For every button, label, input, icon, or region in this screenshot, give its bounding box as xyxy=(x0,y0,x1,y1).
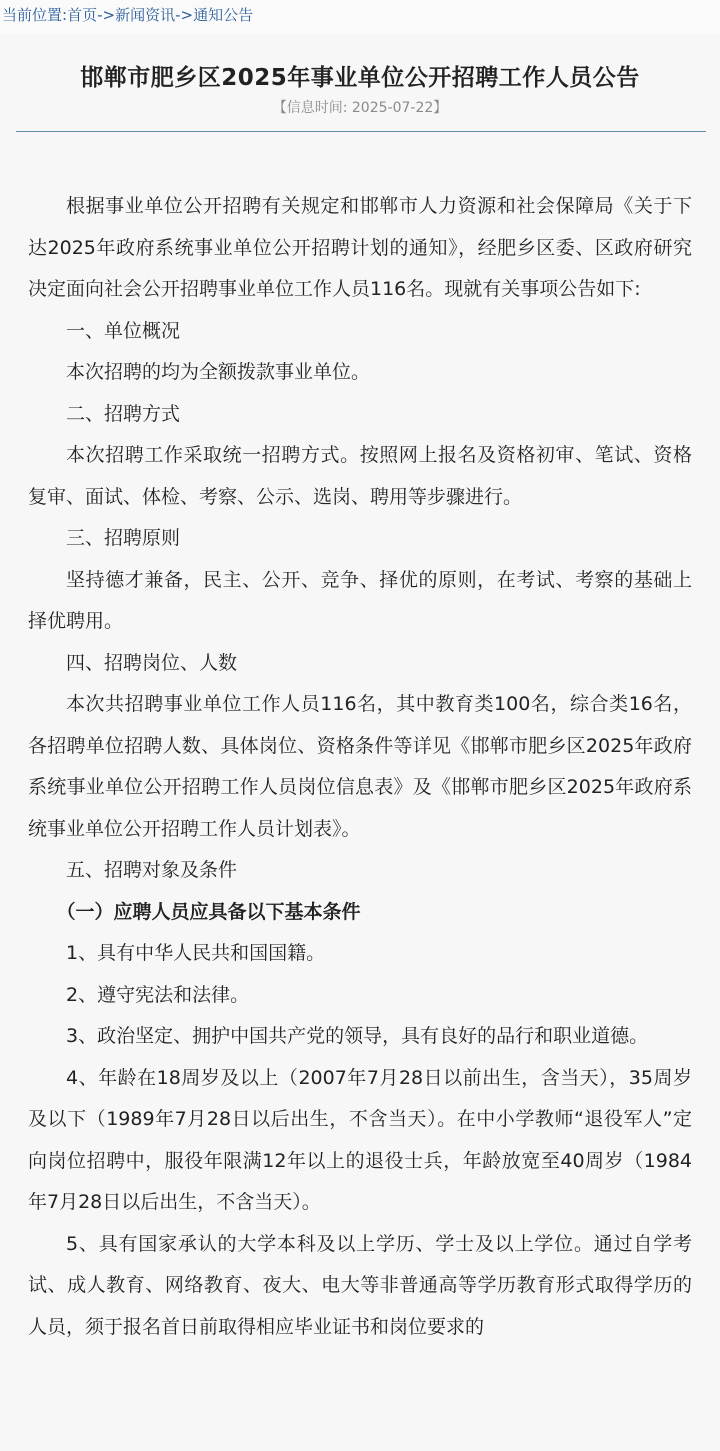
info-time: 【信息时间: 2025-07-22】 xyxy=(272,100,448,116)
article-paragraph: 本次招聘工作采取统一招聘方式。按照网上报名及资格初审、笔试、资格复审、面试、体检、考察、公示、选岗、聘用等步骤进行。 xyxy=(28,444,692,508)
article-paragraph: 3、政治坚定、拥护中国共产党的领导，具有良好的品行和职业道德。 xyxy=(66,1025,649,1047)
section-heading: 三、招聘原则 xyxy=(66,527,181,549)
breadcrumb xyxy=(0,0,720,34)
article-paragraph: 本次共招聘事业单位工作人员116名，其中教育类100名，综合类16名，各招聘单位招聘人数、具体岗位、资格条件等详见《邯郸市肥乡区2025年政府系统事业单位公开招聘工作人员岗位信息表》及《邯郸市肥乡区2025年政府系统事业单位公开招聘工作人员计划表》。 xyxy=(28,693,692,840)
breadcrumb-link-notices[interactable]: 通知公告 xyxy=(193,6,254,24)
breadcrumb-separator: -> xyxy=(97,6,116,24)
section-heading: 二、招聘方式 xyxy=(66,402,181,425)
article-paragraph: 1、具有中华人民共和国国籍。 xyxy=(66,942,326,964)
subsection-heading: （一）应聘人员应具备以下基本条件 xyxy=(56,900,361,923)
article-paragraph: 坚持德才兼备，民主、公开、竞争、择优的原则，在考试、考察的基础上择优聘用。 xyxy=(28,568,692,632)
breadcrumb-link-home[interactable]: 首页 xyxy=(67,6,98,24)
article-paragraph: 4、年龄在18周岁及以上（2007年7月28日以前出生，含当天），35周岁及以下（1989年7月28日以后出生，不含当天）。在中小学教师“退役军人”定向岗位招聘中，服役年限满12年以上的退役士兵，年龄放宽至40周岁（1984年7月28日以后出生，不含当天）。 xyxy=(28,1066,692,1213)
article-header xyxy=(0,34,720,118)
page-title: 邯郸市肥乡区2025年事业单位公开招聘工作人员公告 xyxy=(80,65,640,91)
article-paragraph: 本次招聘的均为全额拨款事业单位。 xyxy=(66,361,371,383)
article-paragraph: 5、具有国家承认的大学本科及以上学历、学士及以上学位。通过自学考试、成人教育、网络教育、夜大、电大等非普通高等学历教育形式取得学历的人员，须于报名首日前取得相应毕业证书和岗位要求的 xyxy=(28,1232,692,1338)
breadcrumb-link-news[interactable]: 新闻资讯 xyxy=(115,6,176,24)
section-heading: 五、招聘对象及条件 xyxy=(66,859,238,881)
section-heading: 一、单位概况 xyxy=(66,319,181,342)
breadcrumb-separator: -> xyxy=(175,6,194,24)
article-body xyxy=(0,132,720,1348)
breadcrumb-label: 当前位置: xyxy=(2,6,68,24)
article-paragraph: 根据事业单位公开招聘有关规定和邯郸市人力资源和社会保障局《关于下达2025年政府系统事业单位公开招聘计划的通知》，经肥乡区委、区政府研究决定面向社会公开招聘事业单位工作人员116名。现就有关事项公告如下: xyxy=(28,195,692,300)
section-heading: 四、招聘岗位、人数 xyxy=(66,651,238,674)
article-paragraph: 2、遵守宪法和法律。 xyxy=(66,983,250,1006)
